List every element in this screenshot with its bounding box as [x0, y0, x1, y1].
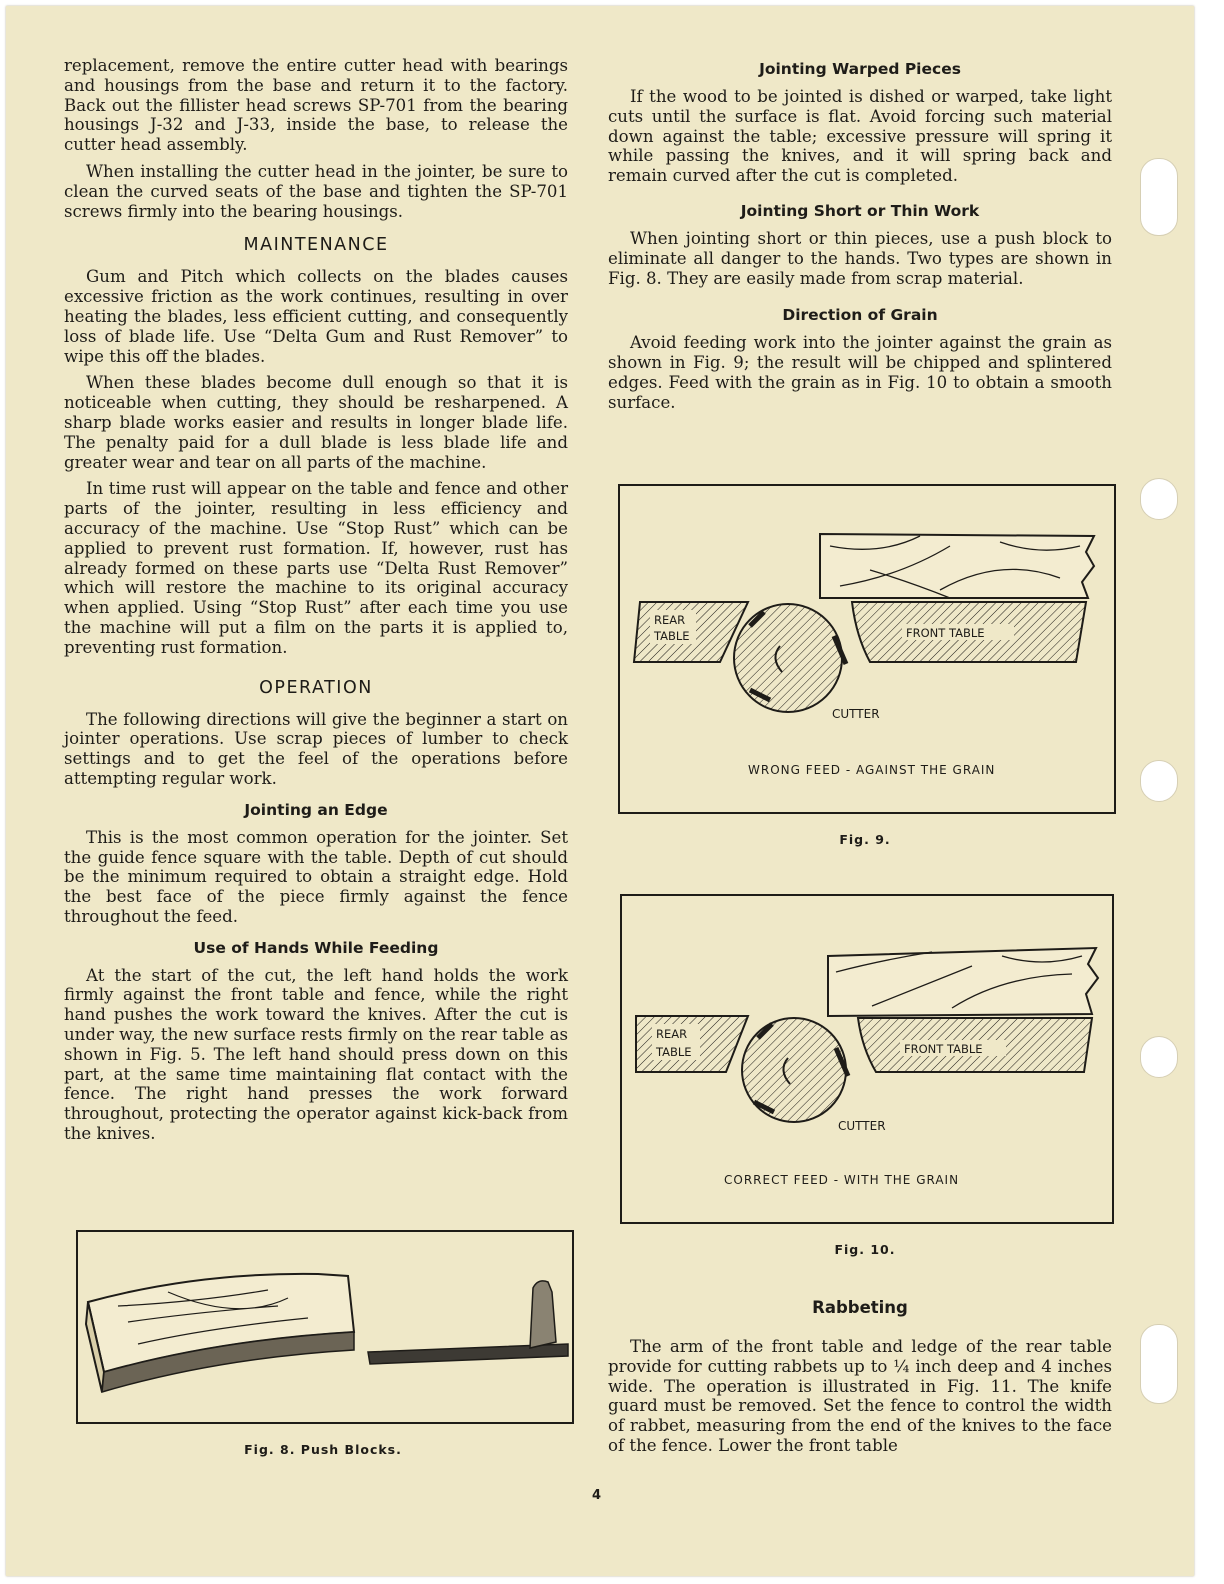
cutter-label: CUTTER — [832, 707, 880, 721]
right-column — [608, 56, 1112, 420]
figure-inner-caption: CORRECT FEED - WITH THE GRAIN — [724, 1173, 960, 1187]
front-table-label: FRONT TABLE — [904, 1042, 983, 1056]
subheading-jointing-short: Jointing Short or Thin Work — [740, 201, 980, 220]
figure-caption: Fig. 8. Push Blocks. — [244, 1442, 402, 1457]
rear-table-label: REAR — [654, 613, 686, 627]
paragraph: Avoid feeding work into the jointer against the grain as shown in Fig. 9; the result will be chipped and splintered edges. Feed with the grain as in Fig. 10 to obtain a smooth surface. — [608, 333, 1112, 412]
rear-table-label: TABLE — [654, 629, 690, 643]
subheading-rabbeting: Rabbeting — [812, 1298, 908, 1317]
cutter-label: CUTTER — [838, 1119, 886, 1133]
paragraph: The arm of the front table and ledge of the rear table provide for cutting rabbets up to ¼ inch deep and 4 inches wide. The operation is illustrated in Fig. 11. The knife guard must be removed. Set the fence to control the width of rabbet, measuring from the end of the knives to the face of the fence. Lower the front table — [608, 1337, 1112, 1455]
paragraph: When jointing short or thin pieces, use a push block to eliminate all danger to the hands. Two types are shown in Fig. 8. They are easily made from scrap material. — [608, 228, 1112, 288]
section-heading-maintenance: MAINTENANCE — [243, 235, 389, 256]
paragraph: If the wood to be jointed is dished or warped, take light cuts until the surface is flat. Avoid forcing such material down against the table; excessive pressure will spring it while passing the knives, and it will spring back and remain curved after the cut is completed. — [608, 87, 1112, 186]
paragraph: When installing the cutter head in the jointer, be sure to clean the curved seats of the base and tighten the SP-701 screws firmly into the bearing housings. — [64, 161, 568, 221]
front-table-label: FRONT TABLE — [906, 626, 985, 640]
rabbeting-section — [608, 1294, 1112, 1463]
binder-hole — [1140, 760, 1178, 802]
correct-feed-diagram — [622, 896, 1112, 1222]
wrong-feed-diagram — [620, 486, 1114, 812]
section-heading-operation: OPERATION — [259, 677, 373, 698]
page-number: 4 — [592, 1488, 602, 1503]
subheading-jointing-warped: Jointing Warped Pieces — [759, 60, 961, 78]
paragraph: replacement, remove the entire cutter head with bearings and housings from the base and return it to the factory. Back out the fillister head screws SP-701 from the bearing housings J-32 and J-33, inside the base, to release the cutter head assembly. — [64, 56, 568, 155]
binder-hole — [1140, 1324, 1178, 1404]
rear-table-label: REAR — [656, 1027, 688, 1041]
rear-table-label: TABLE — [656, 1045, 692, 1059]
paragraph: When these blades become dull enough so that it is noticeable when cutting, they should be resharpened. A sharp blade works easier and results in longer blade life. The penalty paid for a dull blade is less blade life and greater wear and tear on all parts of the machine. — [64, 373, 568, 472]
figure-caption: Fig. 10. — [834, 1242, 896, 1257]
binder-hole — [1140, 478, 1178, 520]
figure-push-blocks — [76, 1230, 574, 1424]
paragraph: The following directions will give the beginner a start on jointer operations. Use scrap pieces of lumber to check settings and to get the feel of the operations before attempting regular work. — [64, 709, 568, 788]
subheading-use-of-hands: Use of Hands While Feeding — [193, 938, 439, 957]
paragraph: At the start of the cut, the left hand holds the work firmly against the front table and fence, while the right hand pushes the work toward the knives. After the cut is under way, the new surface rests firmly on the rear table as shown in Fig. 5. The left hand should press down on this part, at the same time maintaining flat contact with the fence. The right hand presses the work forward throughout, protecting the operator against kick-back from the knives. — [64, 965, 568, 1144]
figure-inner-caption: WRONG FEED - AGAINST THE GRAIN — [748, 763, 996, 777]
subheading-jointing-edge: Jointing an Edge — [244, 800, 388, 819]
subheading-direction-grain: Direction of Grain — [782, 306, 938, 325]
paragraph: In time rust will appear on the table and fence and other parts of the jointer, resulting in less efficiency and accuracy of the machine. Use “Stop Rust” which can be applied to prevent rust formation. If, however, rust has already formed on these parts use “Delta Rust Remover” which will restore the machine to its original accuracy when applied. Using “Stop Rust” after each time you use the machine will put a film on the parts it is applied to, preventing rust formation. — [64, 479, 568, 657]
paragraph: Gum and Pitch which collects on the blades causes excessive friction as the work continues, resulting in over heating the blades, less efficient cutting, and consequently loss of blade life. Use “Delta Gum and Rust Remover” to wipe this off the blades. — [64, 267, 568, 366]
binder-hole — [1140, 1036, 1178, 1078]
left-column — [64, 56, 568, 1151]
figure-caption: Fig. 9. — [839, 832, 891, 847]
figure-wrong-feed — [618, 484, 1116, 814]
push-blocks-illustration — [78, 1232, 572, 1422]
paragraph: This is the most common operation for the jointer. Set the guide fence square with the table. Depth of cut should be the minimum required to obtain a straight edge. Hold the best face of the piece firmly against the fence throughout the feed. — [64, 827, 568, 926]
binder-hole — [1140, 158, 1178, 236]
figure-correct-feed — [620, 894, 1114, 1224]
